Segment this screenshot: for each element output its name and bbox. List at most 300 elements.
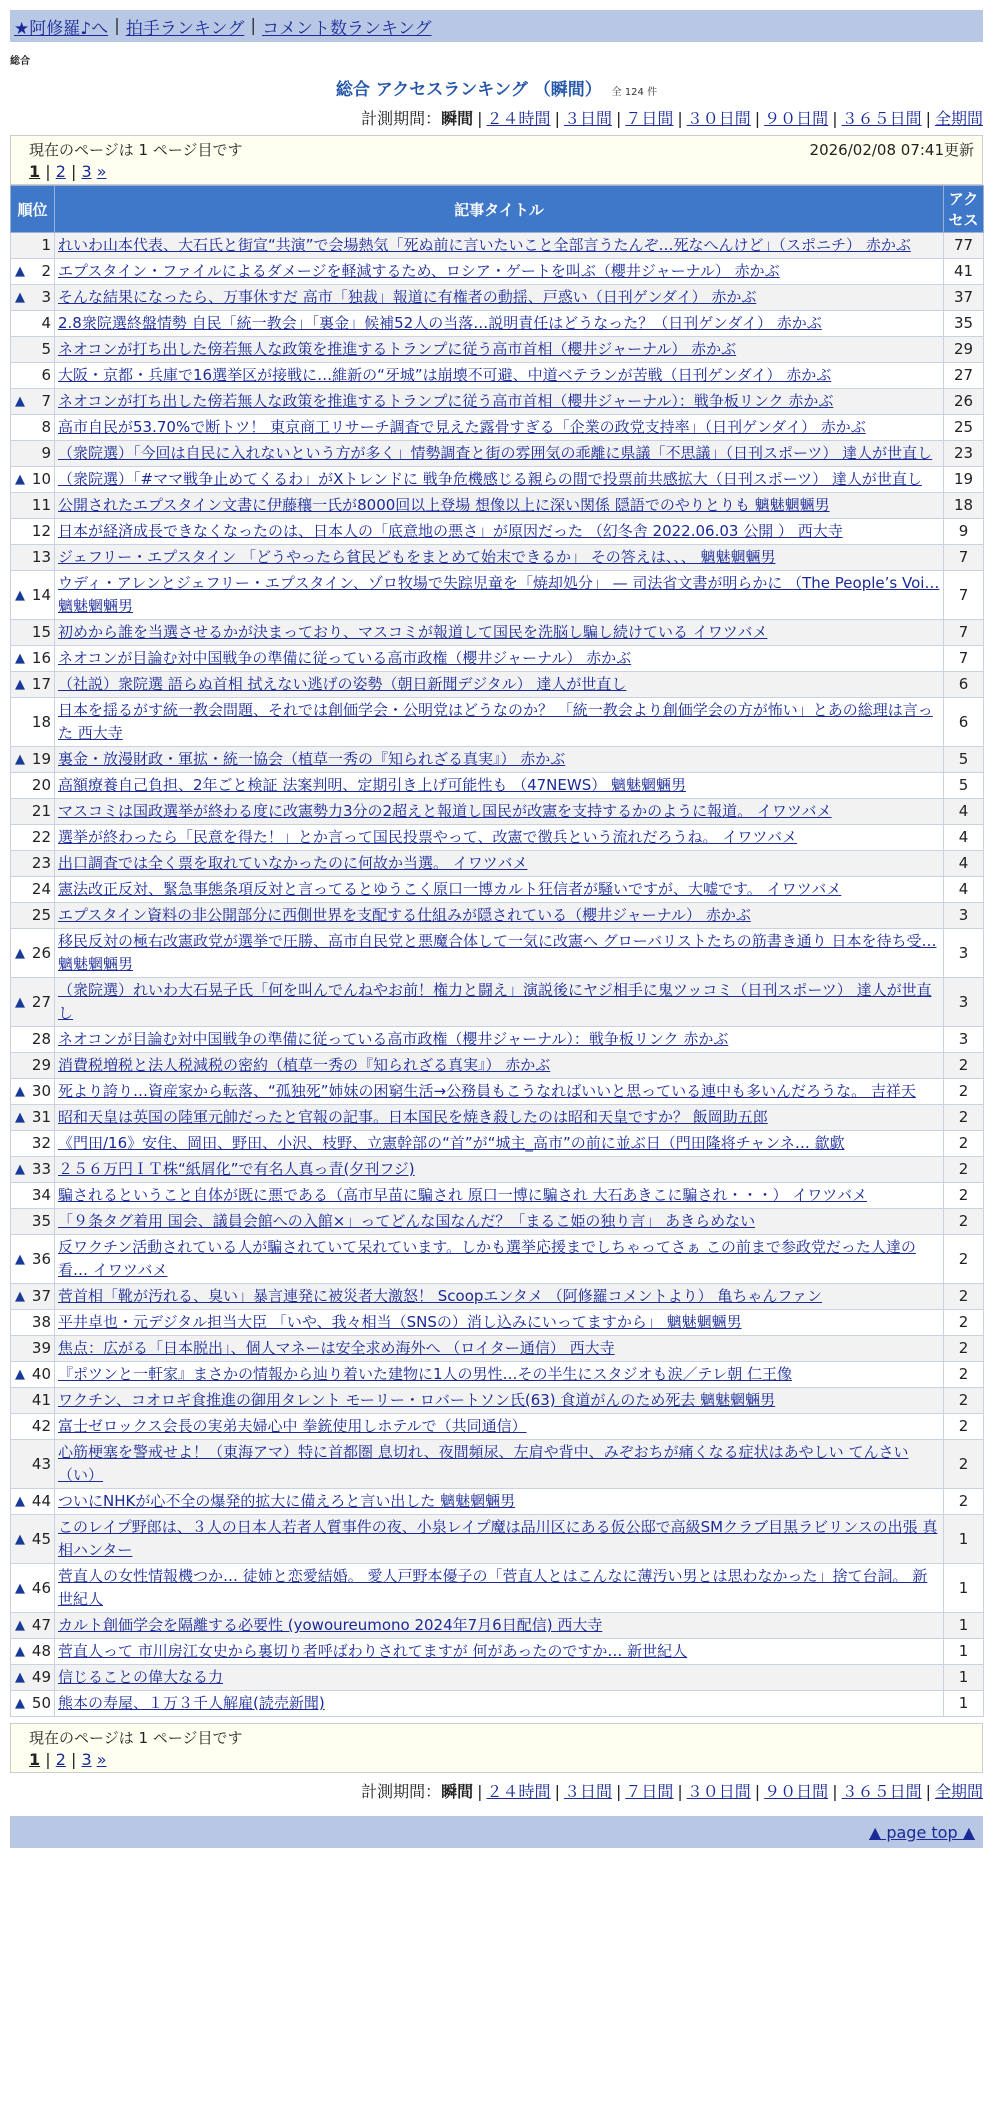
article-title-link[interactable]: ネオコンが目論む対中国戦争の準備に従っている高市政権（櫻井ジャーナル）：戦争板リンク 赤かぶ (58, 1030, 729, 1048)
title-cell (55, 1183, 944, 1209)
table-row (11, 1105, 984, 1131)
pager-separator: | (40, 162, 56, 181)
access-count: 23 (944, 441, 984, 467)
pager-separator: | (65, 1750, 82, 1769)
rank-cell (11, 545, 55, 571)
up-arrow-icon: ▲ (15, 472, 25, 487)
access-count: 2 (944, 1131, 984, 1157)
table-row (11, 1388, 984, 1414)
table-row (11, 337, 984, 363)
title-cell (55, 1489, 944, 1515)
period-current: 瞬間 (441, 1782, 474, 1801)
current-page-text: 現在のページは 1 ページ目です (29, 1729, 243, 1747)
rank-number: 37 (31, 1287, 51, 1305)
table-row (11, 467, 984, 493)
rank-number: 24 (31, 880, 51, 898)
article-title-link[interactable]: 2.8衆院選終盤情勢 自民「統一教会」「裏金」候補52人の当落…説明責任はどうなった？（日刊ゲンダイ） 赤かぶ (58, 314, 822, 332)
article-title-link[interactable]: エプスタイン・ファイルによるダメージを軽減するため、ロシア・ゲートを叫ぶ（櫻井ジャーナル） 赤かぶ (58, 262, 780, 280)
rank-cell (11, 672, 55, 698)
title-cell (55, 1105, 944, 1131)
rank-cell (11, 851, 55, 877)
title-cell (55, 1388, 944, 1414)
rank-number: 44 (31, 1492, 51, 1510)
article-title-link[interactable]: 消費税増税と法人税減税の密約（植草一秀の『知られざる真実』） 赤かぶ (58, 1056, 551, 1074)
table-row (11, 903, 984, 929)
rank-number: 12 (31, 522, 51, 540)
article-title-link[interactable]: 選挙が終わったら「民意を得た！」とか言って国民投票やって、改憲で徴兵という流れだろうね。 イワツバメ (58, 828, 798, 846)
rank-cell (11, 311, 55, 337)
access-count: 7 (944, 571, 984, 620)
access-count: 2 (944, 1388, 984, 1414)
article-title-link[interactable]: エプスタイン資料の非公開部分に西側世界を支配する仕組みが隠されている（櫻井ジャーナル） 赤かぶ (58, 906, 751, 924)
rank-cell (11, 1209, 55, 1235)
rank-number: 16 (31, 649, 51, 667)
pager-page-link[interactable]: 3 (81, 162, 92, 181)
access-count: 1 (944, 1639, 984, 1665)
period-separator: | (677, 109, 683, 128)
access-count: 77 (944, 233, 984, 259)
access-count: 4 (944, 877, 984, 903)
rank-cell (11, 337, 55, 363)
rank-cell (11, 1691, 55, 1717)
title-cell (55, 1284, 944, 1310)
access-count: 5 (944, 747, 984, 773)
period-separator: | (832, 109, 838, 128)
title-cell (55, 1362, 944, 1388)
rank-number: 9 (41, 444, 51, 462)
article-title-link[interactable]: 心筋梗塞を警戒せよ！（東海アマ）特に首都圏 息切れ、夜間頻尿、左肩や背中、みぞおちが痛くなる症状はあやしい てんさい（い） (58, 1443, 909, 1484)
title-cell (55, 1414, 944, 1440)
ranking-heading (10, 75, 983, 100)
title-cell (55, 646, 944, 672)
access-count: 4 (944, 851, 984, 877)
ranking-table (10, 185, 984, 1717)
period-link[interactable]: ３０日間 (686, 1782, 751, 1801)
article-title-link[interactable]: そんな結果になったら、万事休すだ 高市「独裁」報道に有権者の動揺、戸惑い（日刊ゲンダイ） 赤かぶ (58, 288, 757, 306)
table-row (11, 441, 984, 467)
rank-number: 41 (31, 1391, 51, 1409)
rank-cell (11, 698, 55, 747)
period-link[interactable]: ３日間 (563, 1782, 612, 1801)
up-arrow-icon: ▲ (15, 1670, 25, 1685)
up-arrow-icon: ▲ (15, 752, 25, 767)
table-row (11, 311, 984, 337)
rank-number: 27 (31, 992, 51, 1011)
title-cell (55, 773, 944, 799)
title-cell (55, 1235, 944, 1284)
up-arrow-icon: ▲ (15, 1531, 25, 1547)
page-info-bottom (10, 1723, 983, 1773)
access-count: 35 (944, 311, 984, 337)
access-count: 5 (944, 773, 984, 799)
table-row (11, 1284, 984, 1310)
period-separator: | (554, 1782, 560, 1801)
access-count: 2 (944, 1079, 984, 1105)
access-count: 19 (944, 467, 984, 493)
access-count: 27 (944, 363, 984, 389)
period-link[interactable]: ７日間 (625, 109, 674, 128)
rank-number: 18 (31, 712, 51, 731)
period-link[interactable]: ９０日間 (764, 1782, 829, 1801)
up-arrow-icon: ▲ (15, 394, 25, 409)
table-row (11, 259, 984, 285)
access-count: 2 (944, 1336, 984, 1362)
period-separator: | (477, 1782, 483, 1801)
rank-cell (11, 1183, 55, 1209)
up-arrow-icon: ▲ (15, 1084, 25, 1099)
up-arrow-icon: ▲ (15, 587, 25, 603)
table-row (11, 1564, 984, 1613)
rank-cell (11, 1440, 55, 1489)
article-title-link[interactable]: 昭和天皇は英国の陸軍元帥だったと官報の記事。日本国民を焼き殺したのは昭和天皇ですか？ 飯岡助五郎 (58, 1108, 768, 1126)
title-cell (55, 1336, 944, 1362)
title-cell (55, 1691, 944, 1717)
access-count: 18 (944, 493, 984, 519)
rank-number: 2 (41, 262, 51, 280)
access-count: 9 (944, 519, 984, 545)
rank-cell (11, 646, 55, 672)
table-row (11, 1665, 984, 1691)
rank-cell (11, 1613, 55, 1639)
article-title-link[interactable]: 初めから誰を当選させるかが決まっており、マスコミが報道して国民を洗脳し騙し続けている イワツバメ (58, 623, 768, 641)
article-title-link[interactable]: 菅首相「靴が汚れる、臭い」暴言連発に被災者大激怒！ Scoopエンタメ （阿修羅コメントより） 亀ちゃんファン (58, 1287, 823, 1305)
page-top-link[interactable]: ▲ page top ▲ (868, 1822, 975, 1842)
access-count: 2 (944, 1362, 984, 1388)
article-title-link[interactable]: 信じることの偉大なる力 (58, 1668, 224, 1686)
title-cell (55, 620, 944, 646)
up-arrow-icon: ▲ (15, 1110, 25, 1125)
title-cell (55, 1209, 944, 1235)
access-count: 2 (944, 1183, 984, 1209)
up-arrow-icon: ▲ (15, 1618, 25, 1633)
up-arrow-icon: ▲ (15, 651, 25, 666)
rank-cell (11, 1284, 55, 1310)
access-count: 37 (944, 285, 984, 311)
title-cell (55, 877, 944, 903)
up-arrow-icon: ▲ (15, 1289, 25, 1304)
access-count: 6 (944, 672, 984, 698)
table-row (11, 877, 984, 903)
period-separator: | (925, 109, 931, 128)
title-cell (55, 467, 944, 493)
up-arrow-icon: ▲ (15, 290, 25, 305)
rank-number: 11 (31, 496, 51, 514)
access-count: 7 (944, 620, 984, 646)
rank-number: 25 (31, 906, 51, 924)
article-title-link[interactable]: 公開されたエプスタイン文書に伊藤穰一氏が8000回以上登場 想像以上に深い関係 隠語でのやりとりも 魑魅魍魎男 (58, 496, 830, 514)
table-row (11, 698, 984, 747)
pager-page-link[interactable]: 2 (55, 162, 66, 181)
table-row (11, 1310, 984, 1336)
period-link[interactable]: ３６５日間 (841, 1782, 922, 1801)
period-link[interactable]: ２４時間 (486, 1782, 551, 1801)
table-row (11, 1053, 984, 1079)
access-count: 2 (944, 1209, 984, 1235)
rank-number: 33 (31, 1160, 51, 1178)
article-title-link[interactable]: （社説）衆院選 語らぬ首相 拭えない逃げの姿勢（朝日新聞デジタル） 達人が世直し (58, 675, 627, 693)
rank-cell (11, 493, 55, 519)
article-title-link[interactable]: ２５６万円ＩＴ株“紙屑化”で有名人真っ青(夕刊フジ) (58, 1160, 415, 1178)
rank-number: 4 (41, 314, 51, 332)
access-count: 4 (944, 799, 984, 825)
period-separator: | (832, 1782, 838, 1801)
period-separator: | (754, 1782, 761, 1801)
article-title-link[interactable]: ネオコンが目論む対中国戦争の準備に従っている高市政権（櫻井ジャーナル） 赤かぶ (58, 649, 632, 667)
rank-number: 32 (31, 1134, 51, 1152)
table-row (11, 978, 984, 1027)
page (10, 10, 983, 1848)
title-cell (55, 1440, 944, 1489)
pager-current-page: 1 (29, 162, 41, 181)
period-link[interactable]: ９０日間 (764, 109, 829, 128)
title-cell (55, 415, 944, 441)
article-title-link[interactable]: （衆院選）「今回は自民に入れないという方が多く」情勢調査と街の雰囲気の乖離に県議「不思議」（日刊スポーツ） 達人が世直し (58, 444, 933, 462)
table-row (11, 1079, 984, 1105)
rank-number: 30 (31, 1082, 51, 1100)
access-count: 3 (944, 929, 984, 978)
article-title-link[interactable]: 《門田/16》安住、岡田、野田、小沢、枝野、立憲幹部の“首”が“城主_高市”の前に並ぶ日（門田隆将チャンネ… 歙歔 (58, 1134, 845, 1152)
rank-number: 29 (31, 1056, 51, 1074)
table-row (11, 571, 984, 620)
rank-number: 10 (31, 470, 51, 488)
table-row (11, 389, 984, 415)
table-row (11, 1027, 984, 1053)
article-title-link[interactable]: 菅直人の女性情報機つか… 徒姉と恋愛結婚。 愛人戸野本優子の「菅直人とはこんなに薄汚い男とは思わなかった」捨て台詞。 新世紀人 (58, 1567, 928, 1608)
home-link[interactable]: ★阿修羅♪へ (14, 18, 109, 39)
article-title-link[interactable]: ジェフリー・エプスタイン 「どうやったら貧民どもをまとめて始末できるか」 その答えは、、、 魑魅魍魎男 (58, 548, 776, 566)
pager-page-link[interactable]: 2 (55, 1750, 66, 1769)
pagination-top (29, 162, 974, 181)
article-title-link[interactable]: 『ポツンと一軒家』まさかの情報から辿り着いた建物に1人の男性…その半生にスタジオも涙／テレ朝 仁王像 (58, 1365, 793, 1383)
rank-cell (11, 1079, 55, 1105)
period-link[interactable]: 全期間 (934, 109, 983, 128)
article-title-link[interactable]: 出口調査では全く票を取れていなかったのに何故か当選。 イワツバメ (58, 854, 528, 872)
nav-separator: | (250, 16, 257, 36)
rank-number: 28 (31, 1030, 51, 1048)
rank-number: 45 (31, 1529, 51, 1548)
rank-number: 48 (31, 1642, 51, 1660)
top-nav-bar (10, 10, 983, 42)
up-arrow-icon: ▲ (15, 264, 25, 279)
rank-number: 47 (31, 1616, 51, 1634)
updated-timestamp: 2026/02/08 07:41更新 (809, 141, 974, 159)
title-cell (55, 851, 944, 877)
table-row (11, 1613, 984, 1639)
pager-next-link[interactable]: » (96, 162, 107, 181)
up-arrow-icon: ▲ (15, 1162, 25, 1177)
article-title-link[interactable]: 熊本の寿屋、１万３千人解雇(読売新聞) (58, 1694, 325, 1712)
access-count: 2 (944, 1284, 984, 1310)
article-title-link[interactable]: （衆院選）「#ママ戦争止めてくるわ」がXトレンドに 戦争危機感じる親らの間で投票前共感拡大（日刊スポーツ） 達人が世直し (58, 470, 922, 488)
table-row (11, 646, 984, 672)
access-count: 3 (944, 978, 984, 1027)
table-row (11, 519, 984, 545)
article-title-link[interactable]: 裏金・放漫財政・軍拡・統一協会（植草一秀の『知られざる真実』） 赤かぶ (58, 750, 566, 768)
up-arrow-icon: ▲ (15, 1494, 25, 1509)
period-separator: | (554, 109, 560, 128)
access-count: 2 (944, 1157, 984, 1183)
rank-cell (11, 1515, 55, 1564)
title-cell (55, 363, 944, 389)
access-count: 2 (944, 1414, 984, 1440)
article-title-link[interactable]: 富士ゼロックス会長の実弟夫婦心中 拳銃使用しホテルで（共同通信） (58, 1417, 527, 1435)
article-title-link[interactable]: 高額療養自己負担、2年ごと検証 法案判明、定期引き上げ可能性も （47NEWS） 魑魅魍魎男 (58, 776, 686, 794)
rank-column-header: 順位 (11, 186, 55, 233)
table-row (11, 545, 984, 571)
rank-cell (11, 1362, 55, 1388)
article-title-link[interactable]: ネオコンが打ち出した傍若無人な政策を推進するトランプに従う高市首相（櫻井ジャーナル）：戦争板リンク 赤かぶ (58, 392, 834, 410)
rank-number: 3 (41, 288, 51, 306)
article-title-link[interactable]: ウディ・アレンとジェフリー・エプスタイン、ゾロ牧場で失踪児童を「焼却処分」 — 司法省文書が明らかに （The People’s Voi… 魑魅魍魎男 (58, 574, 940, 615)
table-row (11, 1515, 984, 1564)
article-title-link[interactable]: 死より誇り…資産家から転落、“孤独死”姉妹の困窮生活→公務員もこうなればいいと思っている連中も多いんだろうな。 吉祥天 (58, 1082, 916, 1100)
access-count: 3 (944, 903, 984, 929)
article-title-link[interactable]: ネオコンが打ち出した傍若無人な政策を推進するトランプに従う高市首相（櫻井ジャーナル） 赤かぶ (58, 340, 737, 358)
article-title-link[interactable]: ワクチン、コオロギ食推進の御用タレント モーリー・ロバートソン氏(63) 食道がんのため死去 魑魅魍魎男 (58, 1391, 776, 1409)
title-column-header: 記事タイトル (55, 186, 944, 233)
up-arrow-icon: ▲ (15, 1644, 25, 1659)
up-arrow-icon: ▲ (15, 945, 25, 961)
rank-number: 31 (31, 1108, 51, 1126)
rank-number: 7 (41, 392, 51, 410)
article-title-link[interactable]: 高市自民が53.70%で断トツ！ 東京商工リサーチ調査で見えた露骨すぎる「企業の政党支持率」（日刊ゲンダイ） 赤かぶ (58, 418, 866, 436)
rank-number: 39 (31, 1339, 51, 1357)
bottom-bar (10, 1816, 983, 1848)
article-title-link[interactable]: 騙されるということ自体が既に悪である（高市早苗に騙され 原口一博に騙され 大石あきこに騙され・・・） イワツバメ (58, 1186, 868, 1204)
access-count: 26 (944, 389, 984, 415)
rank-cell (11, 1105, 55, 1131)
comment-ranking-link[interactable]: コメント数ランキング (262, 18, 432, 39)
access-count: 41 (944, 259, 984, 285)
table-row (11, 1209, 984, 1235)
title-cell (55, 311, 944, 337)
article-title-link[interactable]: 日本を揺るがす統一教会問題、それでは創価学会・公明党はどうなのか？ 「統一教会より創価学会の方が怖い」とあの総理は言った 西大寺 (58, 701, 933, 742)
period-separator: | (925, 1782, 931, 1801)
period-link[interactable]: ７日間 (625, 1782, 674, 1801)
rank-number: 13 (31, 548, 51, 566)
up-arrow-icon: ▲ (15, 1251, 25, 1267)
rank-number: 8 (41, 418, 51, 436)
title-cell (55, 929, 944, 978)
rank-cell (11, 1157, 55, 1183)
rank-cell (11, 285, 55, 311)
rank-cell (11, 363, 55, 389)
article-title-link[interactable]: 平井卓也・元デジタル担当大臣 「いや、我々相当（SNSの）消し込みにいってますから」 魑魅魍魎男 (58, 1313, 742, 1331)
article-title-link[interactable]: 憲法改正反対、緊急事態条項反対と言ってるとゆうこく原口一博カルト狂信者が騒いですが、大嘘です。 イワツバメ (58, 880, 842, 898)
table-row (11, 1235, 984, 1284)
article-title-link[interactable]: 焦点：広がる「日本脱出」、個人マネーは安全求め海外へ （ロイター通信） 西大寺 (58, 1339, 615, 1357)
article-title-link[interactable]: 反ワクチン活動されている人が騙されていて呆れています。しかも選挙応援までしちゃってさぁ この前まで参政党だった人達の 看… イワツバメ (58, 1238, 916, 1279)
article-title-link[interactable]: （衆院選）れいわ大石晃子氏「何を叫んでんねやお前！権力と闘え」演説後にヤジ相手に鬼ツッコミ（日刊スポーツ） 達人が世直し (58, 981, 932, 1022)
rank-cell (11, 467, 55, 493)
access-count: 1 (944, 1613, 984, 1639)
period-link[interactable]: ３０日間 (686, 109, 751, 128)
access-count: 1 (944, 1515, 984, 1564)
article-title-link[interactable]: 「９条タグ着用 国会、議員会館への入館×」ってどんな国なんだ？「まるこ姫の独り言」 あきらめない (58, 1212, 756, 1230)
period-separator: | (615, 1782, 622, 1801)
rank-cell (11, 415, 55, 441)
rank-number: 35 (31, 1212, 51, 1230)
table-row (11, 1639, 984, 1665)
rank-number: 5 (41, 340, 51, 358)
access-count: 2 (944, 1235, 984, 1284)
pager-separator: | (40, 1750, 56, 1769)
rank-cell (11, 799, 55, 825)
article-title-link[interactable]: このレイプ野郎は、３人の日本人若者人質事件の夜、小泉レイプ魔は品川区にある仮公邸で高級SMクラブ目黒ラビリンスの出張 真相ハンター (58, 1518, 938, 1559)
table-row (11, 415, 984, 441)
rank-cell (11, 825, 55, 851)
title-cell (55, 978, 944, 1027)
article-title-link[interactable]: マスコミは国政選挙が終わる度に改憲勢力3分の2超えと報道し国民が改憲を支持するかのように報道。 イワツバメ (58, 802, 832, 820)
rank-cell (11, 978, 55, 1027)
rank-cell (11, 903, 55, 929)
up-arrow-icon: ▲ (15, 1696, 25, 1711)
rank-cell (11, 620, 55, 646)
access-count: 1 (944, 1564, 984, 1613)
rank-cell (11, 929, 55, 978)
article-title-link[interactable]: 大阪・京都・兵庫で16選挙区が接戦に…維新の“牙城”は崩壊不可避、中道ベテランが苦戦（日刊ゲンダイ） 赤かぶ (58, 366, 832, 384)
period-current: 瞬間 (441, 109, 474, 128)
access-count: 2 (944, 1310, 984, 1336)
title-cell (55, 1665, 944, 1691)
title-cell (55, 1027, 944, 1053)
title-cell (55, 259, 944, 285)
article-title-link[interactable]: 菅直人って 市川房江女史から裏切り者呼ばわりされてますが 何があったのですか… 新世紀人 (58, 1642, 688, 1660)
title-cell (55, 1613, 944, 1639)
page-title: 総合 アクセスランキング （瞬間） (335, 80, 602, 100)
rank-cell (11, 1131, 55, 1157)
rank-cell (11, 773, 55, 799)
period-link[interactable]: ３日間 (563, 109, 612, 128)
title-cell (55, 389, 944, 415)
access-count: 25 (944, 415, 984, 441)
rank-cell (11, 747, 55, 773)
article-title-link[interactable]: れいわ山本代表、大石氏と街宣“共演”で会場熱気「死ぬ前に言いたいこと全部言うたんぞ…死なへんけど」（スポニチ） 赤かぶ (58, 236, 911, 254)
total-count: 全 124 件 (611, 87, 658, 98)
period-selector-bottom (10, 1779, 983, 1802)
article-title-link[interactable]: ついにNHKが心不全の爆発的拡大に備えろと言い出した 魑魅魍魎男 (58, 1492, 516, 1510)
rank-cell (11, 441, 55, 467)
rank-cell (11, 1639, 55, 1665)
rank-number: 50 (31, 1694, 51, 1712)
pager-next-link[interactable]: » (96, 1750, 107, 1769)
rank-number: 46 (31, 1578, 51, 1597)
period-link[interactable]: ２４時間 (486, 109, 551, 128)
access-count: 2 (944, 1053, 984, 1079)
access-column-header: アクセス (944, 186, 984, 233)
period-link[interactable]: ３６５日間 (841, 109, 922, 128)
rank-number: 42 (31, 1417, 51, 1435)
rank-number: 49 (31, 1668, 51, 1686)
article-title-link[interactable]: カルト創価学会を隔離する必要性 (yowoureumono 2024年7月6日配信) 西大寺 (58, 1616, 603, 1634)
article-title-link[interactable]: 日本が経済成長できなくなったのは、日本人の「底意地の悪さ」が原因だった （幻冬舎 2022.06.03 公開 ） 西大寺 (58, 522, 843, 540)
pagination-bottom (29, 1750, 974, 1769)
up-arrow-icon: ▲ (15, 994, 25, 1010)
table-row (11, 851, 984, 877)
rank-cell (11, 1388, 55, 1414)
table-row (11, 1183, 984, 1209)
title-cell (55, 1564, 944, 1613)
rank-number: 34 (31, 1186, 51, 1204)
article-title-link[interactable]: 移民反対の極右改憲政党が選挙で圧勝、高市自民党と悪魔合体して一気に改憲へ グローバリストたちの筋書き通り 日本を待ち受… 魑魅魍魎男 (58, 932, 937, 973)
pager-page-link[interactable]: 3 (81, 1750, 92, 1769)
title-cell (55, 1310, 944, 1336)
applause-ranking-link[interactable]: 拍手ランキング (125, 18, 245, 39)
up-arrow-icon: ▲ (15, 1367, 25, 1382)
rank-cell (11, 1027, 55, 1053)
period-link[interactable]: 全期間 (934, 1782, 983, 1801)
rank-cell (11, 519, 55, 545)
